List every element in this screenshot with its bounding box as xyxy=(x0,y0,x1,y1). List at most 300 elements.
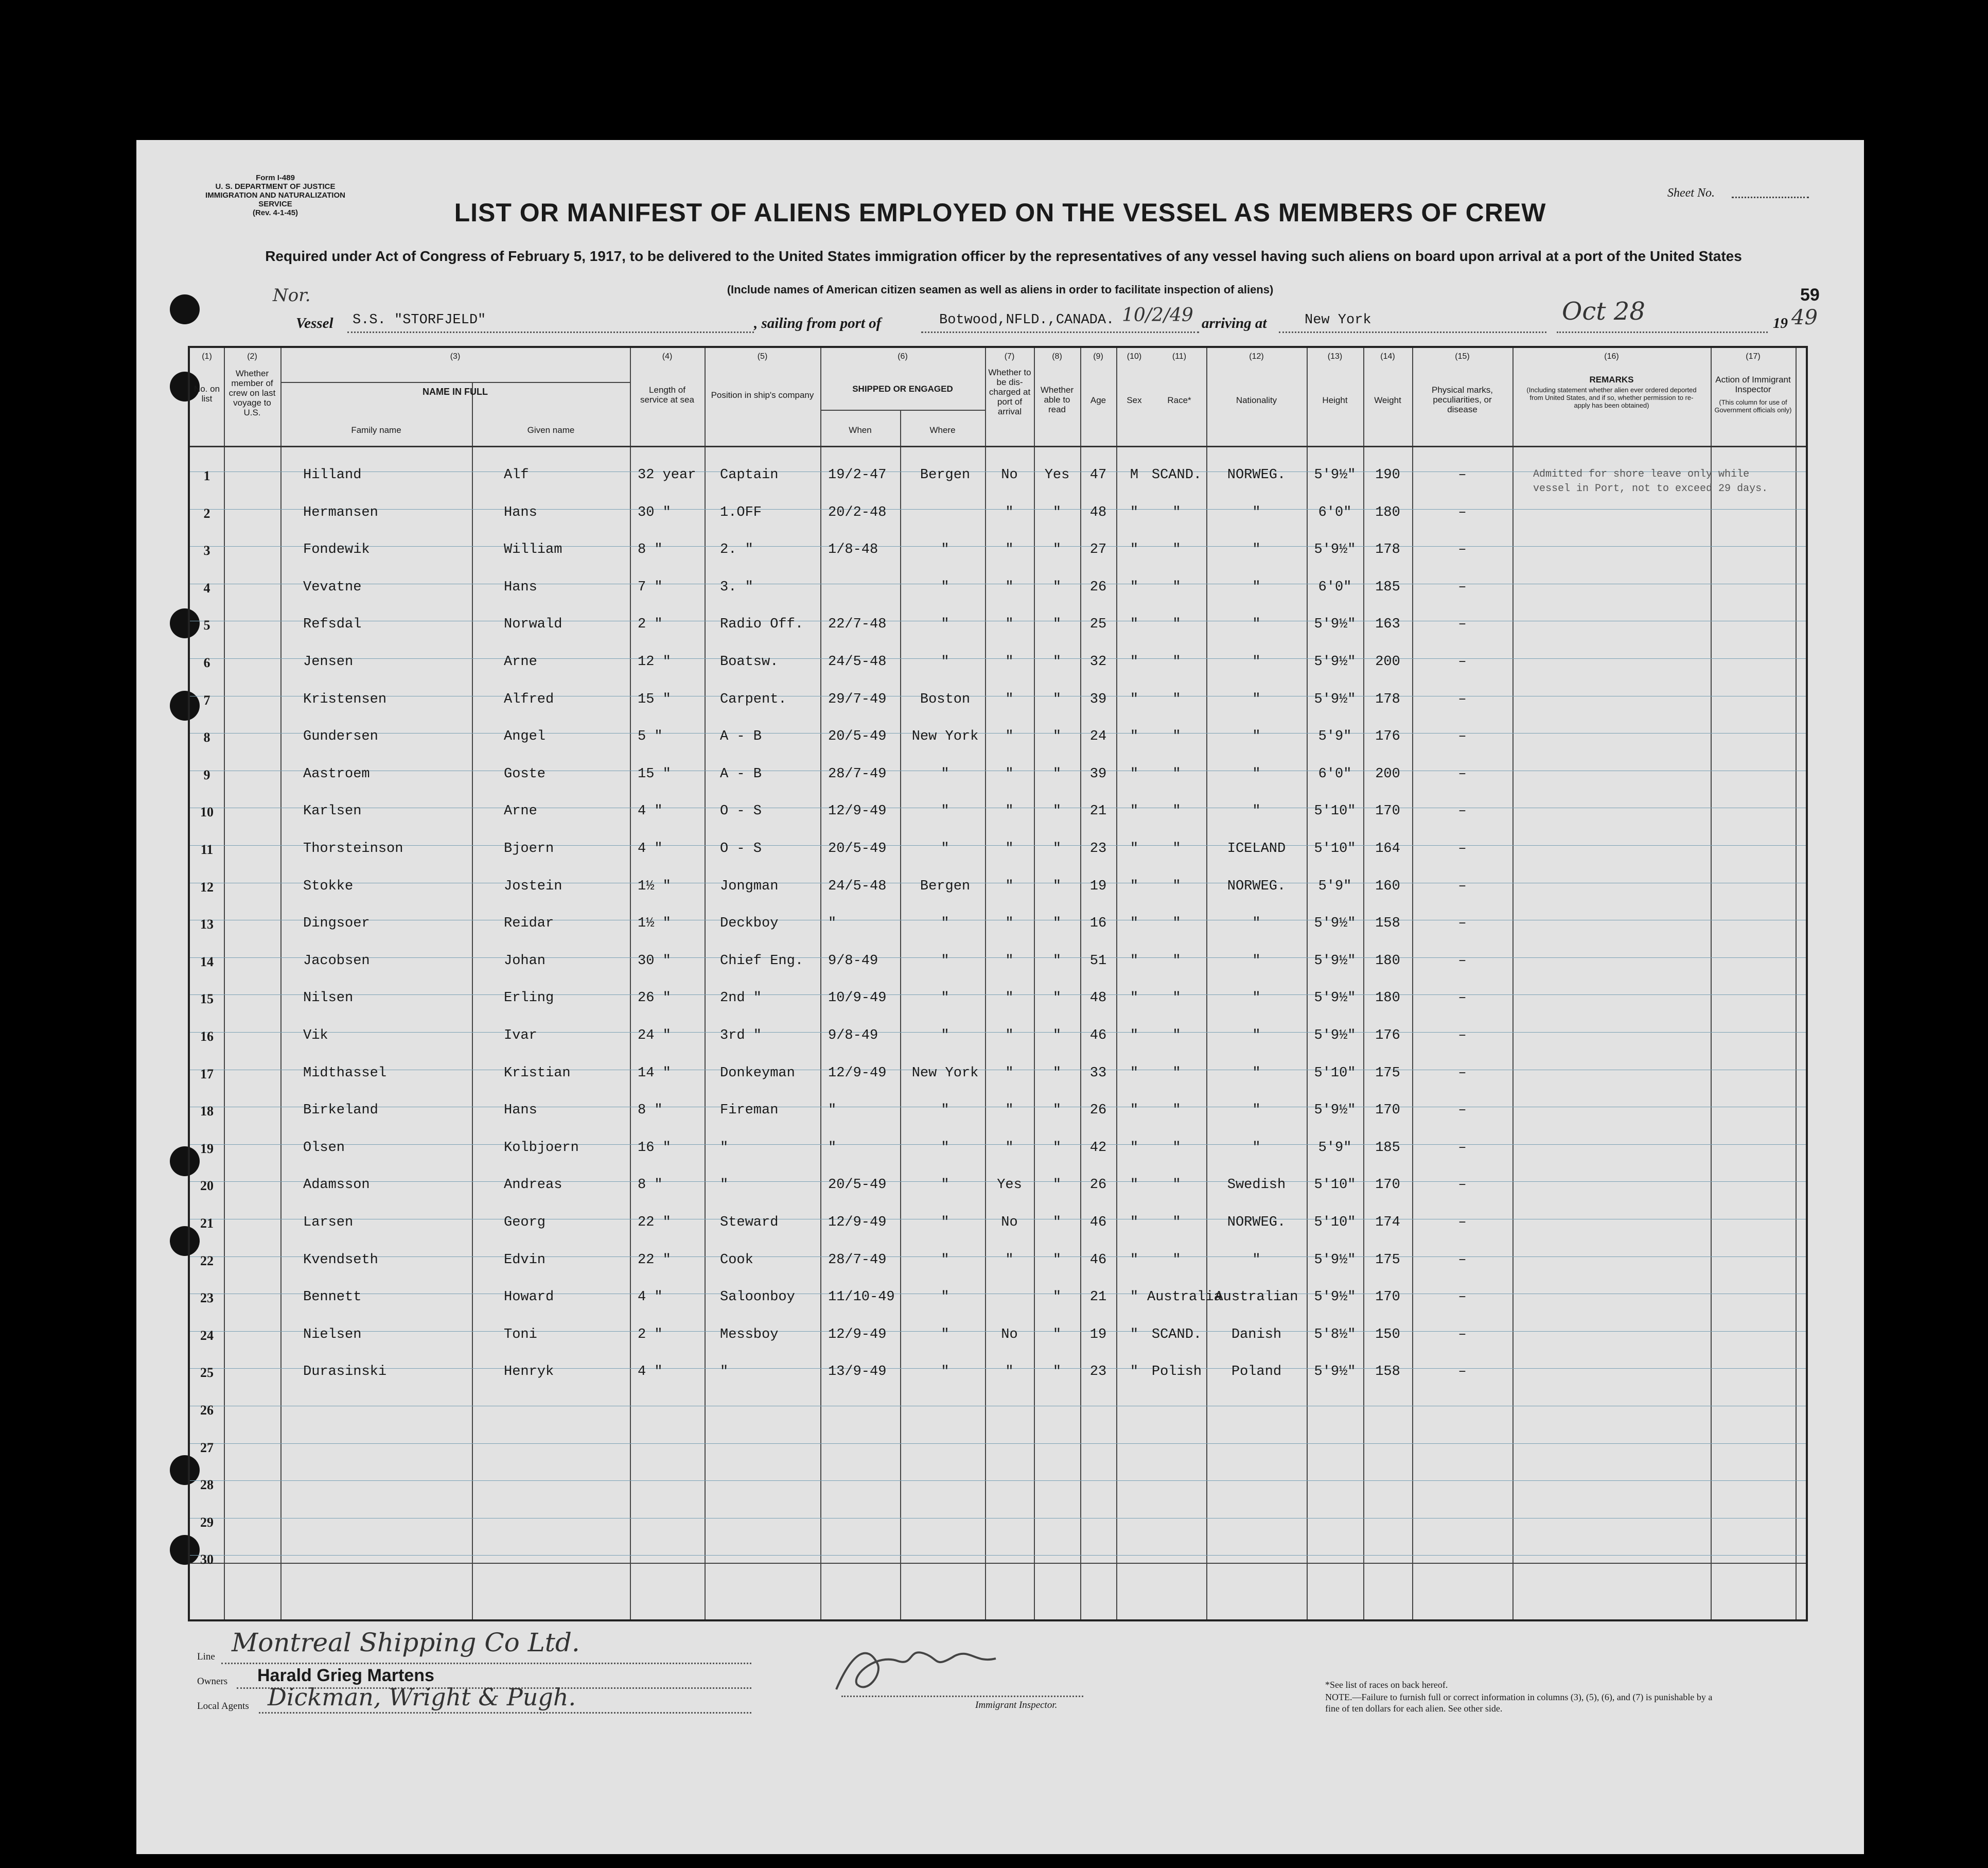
cell-given: Erling xyxy=(504,990,554,1006)
cell-sex: " xyxy=(1130,953,1139,969)
cell-when: 20/2-48 xyxy=(828,504,887,520)
cell-discharged: " xyxy=(1005,1065,1014,1081)
cell-physical: – xyxy=(1458,1215,1467,1230)
cell-given: Toni xyxy=(504,1326,537,1342)
cell-read: " xyxy=(1052,878,1062,894)
cell-given: Johan xyxy=(504,953,546,969)
cell-family: Karlsen xyxy=(303,804,362,819)
cell-length: 4 " xyxy=(638,1364,663,1380)
cell-read: " xyxy=(1052,953,1062,969)
col-num-3: (3) xyxy=(450,352,461,361)
cell-family: Refsdal xyxy=(303,617,362,633)
row-number: 28 xyxy=(200,1477,214,1493)
cell-physical: – xyxy=(1458,1364,1467,1380)
cell-family: Midthassel xyxy=(303,1065,387,1081)
cell-when: 10/9-49 xyxy=(828,990,887,1006)
cell-physical: – xyxy=(1458,617,1467,633)
cell-given: Andreas xyxy=(504,1177,562,1193)
row-number: 4 xyxy=(203,580,210,596)
cell-where: " xyxy=(941,804,949,819)
cell-family: Olsen xyxy=(303,1140,345,1156)
cell-weight: 180 xyxy=(1375,990,1400,1006)
cell-discharged: " xyxy=(1005,542,1014,558)
cell-when: 13/9-49 xyxy=(828,1364,887,1380)
cell-where: " xyxy=(941,953,949,969)
cell-where: " xyxy=(941,990,949,1006)
cell-where: " xyxy=(941,1140,949,1156)
cell-weight: 150 xyxy=(1375,1326,1400,1342)
cell-position: Captain xyxy=(720,467,779,483)
cell-age: 16 xyxy=(1089,916,1107,932)
cell-discharged: " xyxy=(1005,1103,1014,1119)
cell-where: " xyxy=(941,1177,949,1193)
cell-when: 11/10-49 xyxy=(828,1289,895,1305)
cell-position: A - B xyxy=(720,729,762,745)
cell-where: " xyxy=(941,916,949,932)
cell-where: " xyxy=(941,1252,949,1268)
cell-position: " xyxy=(720,1140,729,1156)
cell-read: " xyxy=(1052,1140,1062,1156)
cell-when: 12/9-49 xyxy=(828,1215,887,1230)
cell-given: Hans xyxy=(504,1103,537,1119)
table-row xyxy=(190,797,1806,835)
row-number: 27 xyxy=(200,1440,214,1455)
table-row xyxy=(190,648,1806,686)
line-label: Line xyxy=(197,1651,215,1662)
cell-physical: – xyxy=(1458,953,1467,969)
cell-nationality: " xyxy=(1252,579,1261,595)
page-subtitle: Required under Act of Congress of February 5, 1917, to be delivered to the United States immigration officer by the representatives of any vessel having such aliens on board upon arrival at a port of the United States xyxy=(265,248,1742,264)
row-number: 25 xyxy=(200,1365,214,1381)
sailing-date: 10/2/49 xyxy=(1122,305,1193,326)
table-row xyxy=(190,910,1806,947)
cell-read: " xyxy=(1052,1065,1062,1081)
cell-where: " xyxy=(941,1289,949,1305)
cell-discharged: " xyxy=(1005,804,1014,819)
table-row xyxy=(190,835,1806,872)
cell-weight: 180 xyxy=(1375,504,1400,520)
cell-race: Australia xyxy=(1147,1289,1222,1305)
cell-height: 5'10" xyxy=(1314,1215,1356,1230)
cell-read: " xyxy=(1052,579,1062,595)
col-num-9: (9) xyxy=(1093,352,1103,361)
cell-position: Saloonboy xyxy=(720,1289,795,1305)
cell-where: " xyxy=(941,579,949,595)
cell-length: 1½ " xyxy=(638,916,671,932)
cell-weight: 175 xyxy=(1375,1252,1400,1268)
table-row xyxy=(190,1059,1806,1097)
col-num-2: (2) xyxy=(247,352,257,361)
cell-race: SCAND. xyxy=(1151,467,1202,483)
cell-sex: " xyxy=(1130,579,1139,595)
col-num-16: (16) xyxy=(1604,352,1619,361)
cell-where: " xyxy=(941,617,949,633)
header-length-service: Length of service at sea xyxy=(640,385,694,405)
cell-family: Hilland xyxy=(303,467,362,483)
cell-physical: – xyxy=(1458,1177,1467,1193)
cell-nationality: " xyxy=(1252,691,1261,707)
cell-given: Arne xyxy=(504,654,537,670)
cell-position: " xyxy=(720,1177,729,1193)
cell-age: 25 xyxy=(1089,617,1107,633)
cell-age: 23 xyxy=(1089,841,1107,857)
cell-race: " xyxy=(1172,878,1181,894)
cell-height: 5'9½" xyxy=(1314,691,1356,707)
cell-nationality: ICELAND xyxy=(1227,841,1286,857)
cell-when: 12/9-49 xyxy=(828,1326,887,1342)
table-row xyxy=(190,1321,1806,1358)
form-revision: (Rev. 4-1-45) xyxy=(252,208,298,217)
cell-physical: – xyxy=(1458,841,1467,857)
table-row xyxy=(190,1134,1806,1172)
col-num-6: (6) xyxy=(898,352,908,361)
cell-sex: " xyxy=(1130,1289,1139,1305)
cell-when: 12/9-49 xyxy=(828,804,887,819)
line-dots xyxy=(221,1663,751,1664)
cell-sex: " xyxy=(1130,1103,1139,1119)
sailing-label: , sailing from port of xyxy=(754,315,882,331)
cell-weight: 170 xyxy=(1375,804,1400,819)
cell-sex: " xyxy=(1130,1140,1139,1156)
cell-position: Cook xyxy=(720,1252,753,1268)
cell-nationality: Swedish xyxy=(1227,1177,1286,1193)
cell-length: 15 " xyxy=(638,691,671,707)
cell-discharged: " xyxy=(1005,841,1014,857)
cell-read: " xyxy=(1052,1177,1062,1193)
cell-when: 12/9-49 xyxy=(828,1065,887,1081)
cell-given: Norwald xyxy=(504,617,562,633)
col-num-10: (10) xyxy=(1127,352,1142,361)
col-num-7: (7) xyxy=(1004,352,1015,361)
cell-length: 8 " xyxy=(638,542,663,558)
cell-position: Carpent. xyxy=(720,691,787,707)
col-num-12: (12) xyxy=(1249,352,1264,361)
header-whether-member: Whether member of crew on last voyage to U.S. xyxy=(228,369,276,417)
cell-when: 28/7-49 xyxy=(828,766,887,782)
cell-when: 20/5-49 xyxy=(828,841,887,857)
cell-length: 4 " xyxy=(638,804,663,819)
cell-sex: " xyxy=(1130,691,1139,707)
cell-family: Vik xyxy=(303,1028,328,1043)
cell-age: 48 xyxy=(1089,990,1107,1006)
row-number: 10 xyxy=(200,805,214,820)
cell-age: 39 xyxy=(1089,766,1107,782)
cell-discharged: " xyxy=(1005,990,1014,1006)
agents-value: Dickman, Wright & Pugh. xyxy=(268,1683,576,1711)
cell-discharged: " xyxy=(1005,691,1014,707)
cell-length: 2 " xyxy=(638,617,663,633)
cell-weight: 158 xyxy=(1375,916,1400,932)
table-row xyxy=(190,499,1806,536)
sailing-port: Botwood,NFLD.,CANADA. xyxy=(939,312,1115,328)
year-prefix: 19 xyxy=(1773,315,1788,331)
header-remarks-note: (Including statement whether alien ever ordered deported from United States, and if so, whether permission to re-apply has been obtained) xyxy=(1526,386,1697,409)
col-num-5: (5) xyxy=(757,352,768,361)
cell-nationality: " xyxy=(1252,1103,1261,1119)
cell-where: Bergen xyxy=(920,878,971,894)
cell-when: 20/5-49 xyxy=(828,729,887,745)
table-row xyxy=(190,1096,1806,1134)
col-num-15: (15) xyxy=(1455,352,1470,361)
col-num-13: (13) xyxy=(1327,352,1343,361)
cell-length: 14 " xyxy=(638,1065,671,1081)
header-action: Action of Immigrant Inspector xyxy=(1715,375,1791,394)
cell-weight: 163 xyxy=(1375,617,1400,633)
cell-sex: " xyxy=(1130,1028,1139,1043)
port-line-dots xyxy=(921,331,1199,333)
cell-family: Durasinski xyxy=(303,1364,387,1380)
cell-discharged: " xyxy=(1005,916,1014,932)
agents-label: Local Agents xyxy=(197,1701,249,1712)
cell-race: " xyxy=(1172,804,1181,819)
cell-physical: – xyxy=(1458,1252,1467,1268)
cell-physical: – xyxy=(1458,542,1467,558)
cell-race: " xyxy=(1172,1103,1181,1119)
table-row-empty xyxy=(190,1395,1806,1433)
remark-shore-leave: Admitted for shore leave only while vessel in Port, not to exceed 29 days. xyxy=(1533,468,1768,495)
header-where: Where xyxy=(929,425,956,435)
arrival-year: 49 xyxy=(1791,306,1818,329)
cell-race: " xyxy=(1172,1252,1181,1268)
cell-length: 7 " xyxy=(638,579,663,595)
vessel-nationality-note: Nor. xyxy=(273,285,311,306)
cell-discharged: " xyxy=(1005,1028,1014,1043)
cell-family: Kristensen xyxy=(303,691,387,707)
cell-weight: 160 xyxy=(1375,878,1400,894)
row-number: 9 xyxy=(203,767,210,782)
cell-age: 26 xyxy=(1089,579,1107,595)
cell-given: Goste xyxy=(504,766,546,782)
header-remarks: REMARKS xyxy=(1589,375,1634,385)
header-separator xyxy=(190,446,1806,447)
cell-read: " xyxy=(1052,804,1062,819)
cell-position: Boatsw. xyxy=(720,654,779,670)
header-discharged: Whether to be dis-charged at port of arrival xyxy=(988,368,1031,416)
cell-weight: 170 xyxy=(1375,1103,1400,1119)
cell-position: 2nd " xyxy=(720,990,762,1006)
cell-given: Jostein xyxy=(504,878,562,894)
cell-physical: – xyxy=(1458,1028,1467,1043)
cell-read: " xyxy=(1052,1252,1062,1268)
cell-given: Kristian xyxy=(504,1065,571,1081)
cell-sex: " xyxy=(1130,617,1139,633)
cell-discharged: " xyxy=(1005,1252,1014,1268)
cell-weight: 185 xyxy=(1375,579,1400,595)
cell-family: Stokke xyxy=(303,878,354,894)
cell-read: " xyxy=(1052,542,1062,558)
header-age: Age xyxy=(1090,395,1106,405)
manifest-page xyxy=(136,140,1864,1854)
cell-height: 5'10" xyxy=(1314,841,1356,857)
cell-weight: 175 xyxy=(1375,1065,1400,1081)
cell-position: Jongman xyxy=(720,878,779,894)
cell-read: " xyxy=(1052,691,1062,707)
cell-given: Reidar xyxy=(504,916,554,932)
form-department: U. S. DEPARTMENT OF JUSTICE xyxy=(215,182,336,191)
cell-physical: – xyxy=(1458,1326,1467,1342)
line-value: Montreal Shipping Co Ltd. xyxy=(232,1628,580,1657)
cell-when: 20/5-49 xyxy=(828,1177,887,1193)
cell-discharged: No xyxy=(1001,1326,1018,1342)
cell-nationality: " xyxy=(1252,617,1261,633)
cell-discharged: " xyxy=(1005,617,1014,633)
cell-when: 9/8-49 xyxy=(828,953,878,969)
cell-race: " xyxy=(1172,1028,1181,1043)
inspector-label: Immigrant Inspector. xyxy=(975,1700,1058,1710)
cell-given: Kolbjoern xyxy=(504,1140,579,1156)
cell-discharged: " xyxy=(1005,766,1014,782)
vessel-line-dots xyxy=(347,331,754,333)
vessel-name: S.S. "STORFJELD" xyxy=(353,312,486,328)
cell-age: 23 xyxy=(1089,1364,1107,1380)
cell-where: Boston xyxy=(920,691,971,707)
cell-where: " xyxy=(941,1028,949,1043)
cell-when: 24/5-48 xyxy=(828,654,887,670)
cell-sex: " xyxy=(1130,1252,1139,1268)
arriving-line-dots xyxy=(1279,331,1546,333)
cell-length: 26 " xyxy=(638,990,671,1006)
cell-given: Angel xyxy=(504,729,546,745)
table-row-empty xyxy=(190,1433,1806,1471)
cell-given: Howard xyxy=(504,1289,554,1305)
cell-height: 5'9½" xyxy=(1314,990,1356,1006)
cell-physical: – xyxy=(1458,691,1467,707)
row-number: 21 xyxy=(200,1216,214,1231)
cell-length: 4 " xyxy=(638,1289,663,1305)
cell-read: " xyxy=(1052,1289,1062,1305)
cell-given: William xyxy=(504,542,562,558)
punch-hole xyxy=(170,294,200,324)
cell-age: 19 xyxy=(1089,1326,1107,1342)
cell-weight: 164 xyxy=(1375,841,1400,857)
cell-position: 2. " xyxy=(720,542,753,558)
cell-height: 5'10" xyxy=(1314,804,1356,819)
cell-height: 6'0" xyxy=(1318,504,1352,520)
cell-weight: 176 xyxy=(1375,1028,1400,1043)
cell-physical: – xyxy=(1458,1065,1467,1081)
cell-length: 1½ " xyxy=(638,878,671,894)
cell-weight: 170 xyxy=(1375,1177,1400,1193)
cell-family: Jensen xyxy=(303,654,354,670)
cell-nationality: " xyxy=(1252,766,1261,782)
cell-family: Birkeland xyxy=(303,1103,378,1119)
cell-age: 26 xyxy=(1089,1103,1107,1119)
cell-family: Kvendseth xyxy=(303,1252,378,1268)
cell-length: 16 " xyxy=(638,1140,671,1156)
cell-height: 5'9" xyxy=(1318,729,1352,745)
cell-read: " xyxy=(1052,841,1062,857)
cell-sex: " xyxy=(1130,916,1139,932)
cell-sex: " xyxy=(1130,1326,1139,1342)
cell-given: Edvin xyxy=(504,1252,546,1268)
cell-when: 1/8-48 xyxy=(828,542,878,558)
cell-family: Nilsen xyxy=(303,990,354,1006)
cell-where: Bergen xyxy=(920,467,971,483)
cell-sex: " xyxy=(1130,841,1139,857)
cell-race: " xyxy=(1172,953,1181,969)
cell-height: 5'9½" xyxy=(1314,916,1356,932)
cell-given: Henryk xyxy=(504,1364,554,1380)
cell-length: 5 " xyxy=(638,729,663,745)
col-num-14: (14) xyxy=(1380,352,1395,361)
header-when: When xyxy=(849,425,872,435)
sheet-number: 59 xyxy=(1800,285,1820,305)
cell-nationality: " xyxy=(1252,990,1261,1006)
table-row xyxy=(190,723,1806,760)
cell-sex: M xyxy=(1130,467,1139,483)
cell-sex: " xyxy=(1130,1177,1139,1193)
sheet-label: Sheet No. xyxy=(1667,186,1715,200)
cell-position: Steward xyxy=(720,1215,779,1230)
row-number: 24 xyxy=(200,1328,214,1343)
owners-value: Harald Grieg Martens xyxy=(257,1666,434,1685)
cell-physical: – xyxy=(1458,804,1467,819)
header-position: Position in ship's company xyxy=(711,390,814,400)
cell-discharged: " xyxy=(1005,579,1014,595)
cell-family: Bennett xyxy=(303,1289,362,1305)
arriving-port: New York xyxy=(1305,312,1371,328)
cell-length: 15 " xyxy=(638,766,671,782)
row-number: 29 xyxy=(200,1514,214,1530)
cell-sex: " xyxy=(1130,878,1139,894)
cell-discharged: No xyxy=(1001,467,1018,483)
cell-weight: 200 xyxy=(1375,654,1400,670)
cell-height: 5'9" xyxy=(1318,878,1352,894)
cell-weight: 178 xyxy=(1375,691,1400,707)
cell-age: 27 xyxy=(1089,542,1107,558)
cell-nationality: " xyxy=(1252,953,1261,969)
col-num-4: (4) xyxy=(662,352,673,361)
row-number: 13 xyxy=(200,917,214,932)
cell-when: 22/7-48 xyxy=(828,617,887,633)
cell-physical: – xyxy=(1458,467,1467,483)
row-number: 11 xyxy=(200,842,214,857)
cell-read: " xyxy=(1052,617,1062,633)
table-row xyxy=(190,1209,1806,1246)
row-number: 1 xyxy=(203,468,210,483)
cell-age: 51 xyxy=(1089,953,1107,969)
cell-nationality: " xyxy=(1252,1140,1261,1156)
cell-weight: 158 xyxy=(1375,1364,1400,1380)
header-height: Height xyxy=(1322,395,1348,405)
page-subnote: (Include names of American citizen seamen as well as aliens in order to facilitate inspection of aliens) xyxy=(727,283,1274,296)
cell-family: Dingsoer xyxy=(303,916,370,932)
cell-where: " xyxy=(941,542,949,558)
table-row xyxy=(190,760,1806,798)
cell-where: " xyxy=(941,654,949,670)
cell-discharged: " xyxy=(1005,504,1014,520)
cell-given: Bjoern xyxy=(504,841,554,857)
cell-weight: 176 xyxy=(1375,729,1400,745)
table-row xyxy=(190,1171,1806,1209)
cell-physical: – xyxy=(1458,766,1467,782)
cell-nationality: " xyxy=(1252,654,1261,670)
cell-physical: – xyxy=(1458,1103,1467,1119)
cell-height: 5'9½" xyxy=(1314,654,1356,670)
cell-nationality: NORWEG. xyxy=(1227,878,1286,894)
cell-height: 5'9½" xyxy=(1314,1364,1356,1380)
row-number: 2 xyxy=(203,505,210,521)
cell-position: Donkeyman xyxy=(720,1065,795,1081)
cell-age: 46 xyxy=(1089,1215,1107,1230)
cell-race: " xyxy=(1172,504,1181,520)
cell-read: " xyxy=(1052,1103,1062,1119)
header-shipped: SHIPPED OR ENGAGED xyxy=(852,384,953,394)
header-name-in-full: NAME IN FULL xyxy=(423,387,488,397)
table-row-empty xyxy=(190,1470,1806,1508)
cell-height: 6'0" xyxy=(1318,579,1352,595)
cell-nationality: Danish xyxy=(1231,1326,1282,1342)
